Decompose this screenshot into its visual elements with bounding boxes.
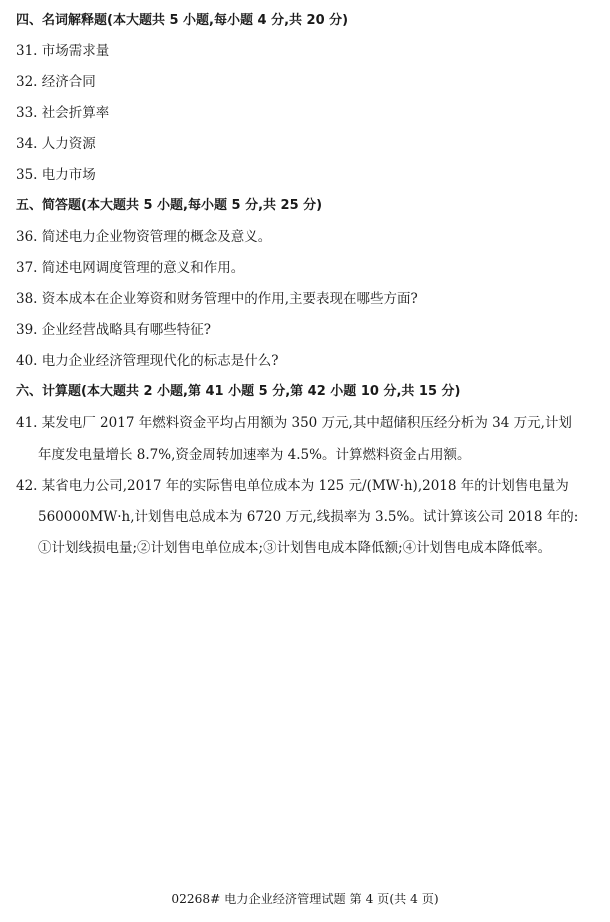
question-38: 38. 资本成本在企业筹资和财务管理中的作用,主要表现在哪些方面? (16, 291, 418, 307)
question-33: 33. 社会折算率 (16, 105, 110, 121)
question-41-line-2: 年度发电量增长 8.7%,资金周转加速率为 4.5%。计算燃料资金占用额。 (38, 447, 471, 463)
question-34: 34. 人力资源 (16, 136, 96, 152)
question-37: 37. 简述电网调度管理的意义和作用。 (16, 260, 245, 276)
question-31: 31. 市场需求量 (16, 43, 110, 59)
section-5-heading: 五、简答题(本大题共 5 小题,每小题 5 分,共 25 分) (16, 198, 323, 213)
question-35: 35. 电力市场 (16, 167, 96, 183)
question-42-line-1: 42. 某省电力公司,2017 年的实际售电单位成本为 125 元/(MW·h),2018 年的计划售电量为 (16, 478, 569, 494)
question-42-line-2: 560000MW·h,计划售电总成本为 6720 万元,线损率为 3.5%。试计算该公司 2018 年的: (38, 509, 579, 525)
question-40: 40. 电力企业经济管理现代化的标志是什么? (16, 353, 279, 369)
question-41-line-1: 41. 某发电厂 2017 年燃料资金平均占用额为 350 万元,其中超储积压经分析为 34 万元,计划 (16, 415, 572, 431)
question-42-line-3: ①计划线损电量;②计划售电单位成本;③计划售电成本降低额;④计划售电成本降低率。 (38, 540, 552, 556)
question-36: 36. 简述电力企业物资管理的概念及意义。 (16, 229, 272, 245)
page-footer: 02268# 电力企业经济管理试题 第 4 页(共 4 页) (171, 892, 439, 906)
question-39: 39. 企业经营战略具有哪些特征? (16, 322, 211, 338)
question-32: 32. 经济合同 (16, 74, 96, 90)
section-6-heading: 六、计算题(本大题共 2 小题,第 41 小题 5 分,第 42 小题 10 分,共 15 分) (16, 384, 461, 399)
section-4-heading: 四、名词解释题(本大题共 5 小题,每小题 4 分,共 20 分) (16, 13, 349, 28)
